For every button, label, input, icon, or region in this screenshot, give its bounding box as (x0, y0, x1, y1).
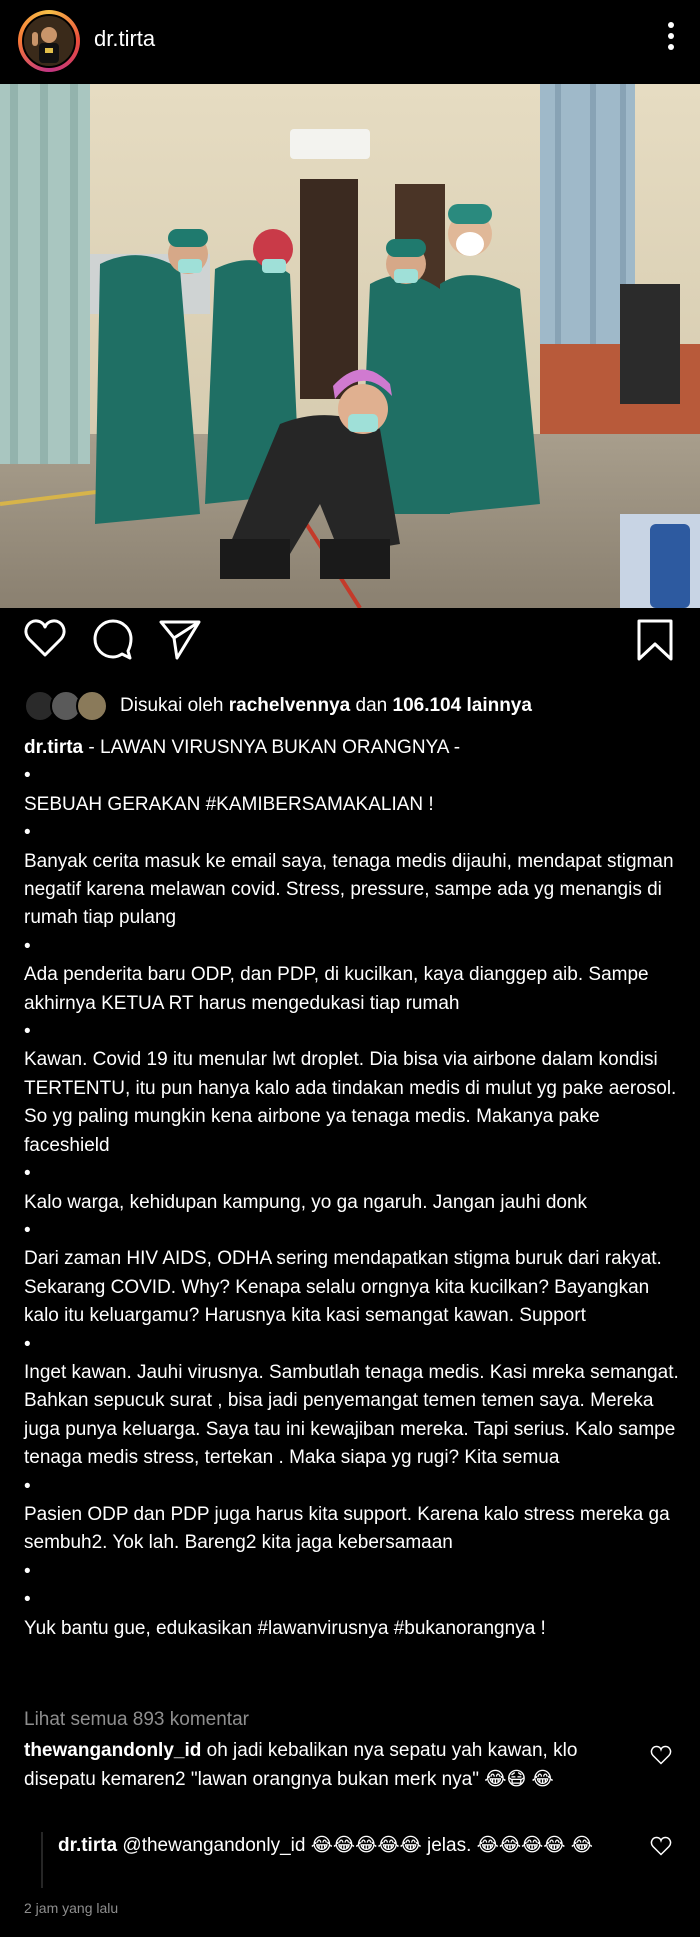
likes-text (120, 695, 532, 717)
post-header (0, 0, 700, 84)
caption-line: Kawan. Covid 19 itu menular lwt droplet. Dia bisa via airbone dalam kondisi TERTENTU, itu pun hanya kalo ada tindakan medis di mulut yg pake aerosol. So yg paling mungkin kena airbone ya tenaga medis. Makanya pake faceshield (24, 1049, 677, 1156)
liker-username[interactable]: rachelvennya (228, 695, 351, 716)
caption-line: Inget kawan. Jauhi virusnya. Sambutlah tenaga medis. Kasi mreka semangat. Bahkan sepucuk surat , bisa jadi penyemangat temen temen saya. Mereka juga punya keluarga. Saya tau ini kewajiban mereka. Tapi serius. Kalo sampe tenaga medis stress, tertekan . Maka siapa yg rugi? Kita semua (24, 1361, 679, 1469)
profile-avatar[interactable] (18, 10, 80, 72)
post-timestamp: 2 jam yang lalu (24, 1900, 119, 1916)
caption-line: • (24, 1219, 31, 1241)
comment-item (24, 1737, 644, 1794)
caption-line: SEBUAH GERAKAN #KAMIBERSAMAKALIAN ! (24, 793, 434, 815)
comment-text: oh jadi kebalikan nya sepatu yah kawan, klo disepatu kemaren2 "lawan orangnya bukan merk nya" 😂😷 😂 (24, 1740, 578, 1790)
likes-count[interactable]: 106.104 lainnya (392, 695, 532, 716)
likes-summary[interactable] (24, 690, 684, 724)
post-username[interactable]: dr.tirta (94, 26, 156, 51)
caption-line: Kalo warga, kehidupan kampung, yo ga ngaruh. Jangan jauhi donk (24, 1191, 588, 1213)
caption-line: • (24, 822, 31, 844)
comment-like-heart-icon[interactable] (650, 1745, 672, 1770)
reply-username[interactable]: dr.tirta (58, 1835, 118, 1856)
caption-line: • (24, 1333, 31, 1355)
comment-icon[interactable] (92, 618, 134, 665)
comment-username[interactable]: thewangandonly_id (24, 1740, 202, 1761)
caption-line: • (24, 1560, 31, 1582)
likes-prefix: Disukai oleh (120, 695, 224, 716)
view-all-comments-link[interactable]: Lihat semua 893 komentar (24, 1709, 249, 1730)
caption-username[interactable]: dr.tirta (24, 737, 84, 758)
bookmark-icon[interactable] (636, 618, 674, 667)
likes-connector: dan (355, 695, 388, 716)
caption-line: • (24, 1475, 31, 1497)
caption-line: - LAWAN VIRUSNYA BUKAN ORANGNYA - (88, 737, 461, 758)
reply-item (58, 1831, 644, 1860)
post-photo[interactable] (0, 84, 700, 608)
caption-line: Banyak cerita masuk ke email saya, tenaga medis dijauhi, mendapat stigman negatif karena melawan covid. Stress, pressure, sampe ada yg menangis di rumah tiap pulang (24, 850, 674, 929)
caption-line: • (24, 935, 31, 957)
heart-icon[interactable] (24, 618, 66, 663)
caption-line: • (24, 1589, 31, 1611)
reply-text: @thewangandonly_id 😂😂😂😂😂 jelas. 😂😂😂😂 😂 (122, 1835, 593, 1856)
caption-line: • (24, 1163, 31, 1185)
caption-line: Pasien ODP dan PDP juga harus kita support. Karena kalo stress mereka ga sembuh2. Yok lah. Bareng2 kita jaga kebersamaan (24, 1503, 670, 1554)
liker-avatar (76, 690, 108, 722)
reply-thread-line (41, 1832, 43, 1888)
caption-line: • (24, 1021, 31, 1043)
avatar-image (22, 14, 76, 68)
post-caption (24, 734, 684, 1643)
caption-line: • (24, 765, 31, 787)
reply-like-heart-icon[interactable] (650, 1836, 672, 1861)
action-bar (0, 618, 700, 678)
caption-line: Dari zaman HIV AIDS, ODHA sering mendapatkan stigma buruk dari rakyat. Sekarang COVID. Why? Kenapa selalu orngnya kita kucilkan? Bayangkan kalo itu keluargamu? Harusnya kita kasi semangat kawan. Support (24, 1248, 662, 1327)
send-icon[interactable] (158, 618, 202, 665)
more-vertical-icon[interactable] (666, 22, 676, 58)
caption-line: Yuk bantu gue, edukasikan #lawanvirusnya #bukanorangnya ! (24, 1617, 546, 1639)
caption-line: Ada penderita baru ODP, dan PDP, di kucilkan, kaya dianggep aib. Sampe akhirnya KETUA RT harus mengedukasi tiap rumah (24, 964, 649, 1014)
